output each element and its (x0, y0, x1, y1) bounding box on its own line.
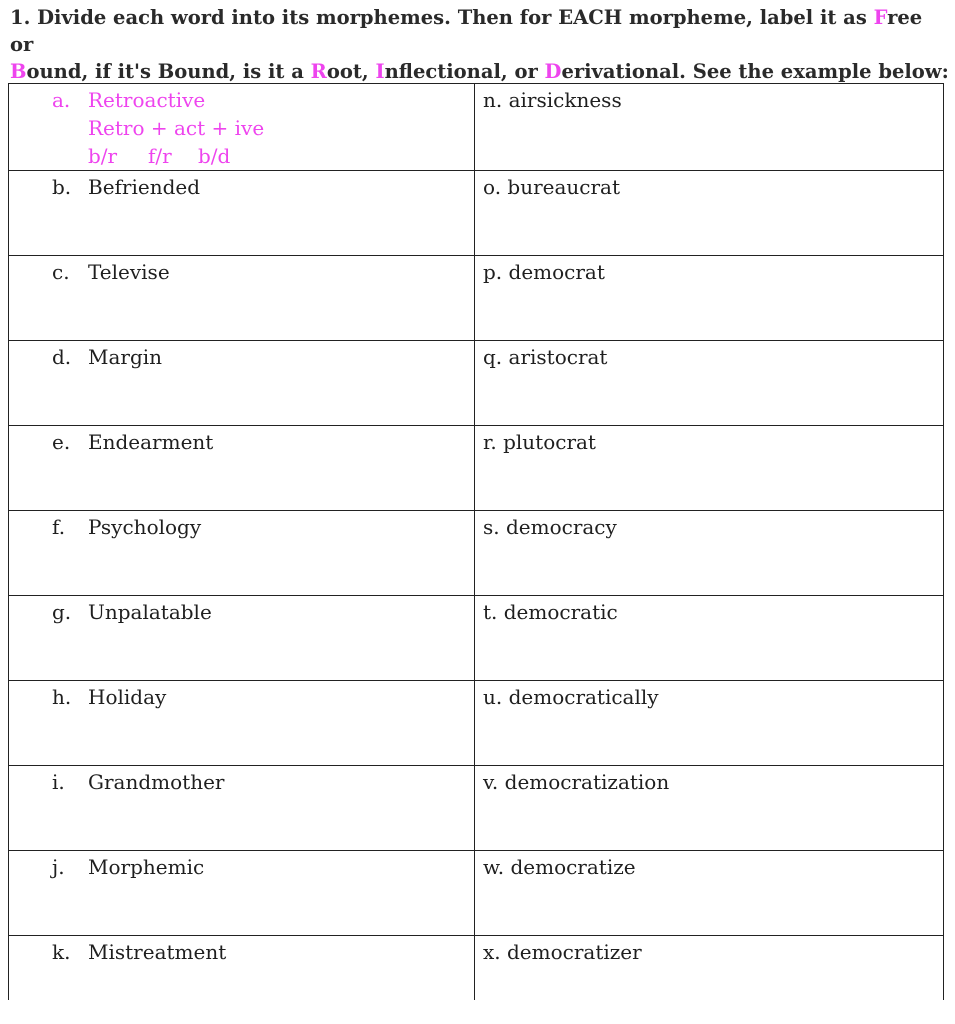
instructions-text: ree or (10, 6, 923, 56)
answer-cell[interactable] (475, 171, 944, 256)
item-letter: a. (52, 88, 71, 112)
right-item-word: s. democracy (483, 515, 617, 539)
answer-cell[interactable] (9, 766, 475, 851)
left-item-word: Psychology (88, 515, 202, 539)
item-letter: j. (52, 855, 65, 879)
answer-cell[interactable] (475, 596, 944, 681)
highlight-derivational: D (544, 60, 562, 83)
answer-cell[interactable] (9, 851, 475, 936)
right-item-word: t. democratic (483, 600, 618, 624)
left-item-word: Morphemic (88, 855, 205, 879)
left-item-word: Befriended (88, 175, 201, 199)
right-item-word: r. plutocrat (483, 430, 596, 454)
answer-cell[interactable] (475, 426, 944, 511)
left-item-word: Televise (88, 260, 170, 284)
left-item-word: Unpalatable (88, 600, 212, 624)
example-labels (52, 142, 474, 170)
item-letter: e. (52, 430, 71, 454)
answer-cell[interactable] (475, 851, 944, 936)
table-row (9, 256, 944, 341)
answer-cell[interactable] (9, 341, 475, 426)
table-row (9, 171, 944, 256)
example-label: b/d (198, 144, 231, 168)
instructions-text: 1. Divide each word into its morphemes. Then for EACH morpheme, label it as (10, 6, 874, 29)
answer-cell[interactable] (475, 766, 944, 851)
table-row (9, 511, 944, 596)
instructions-text: erivational. See the example below: (561, 60, 949, 83)
answer-cell[interactable] (9, 256, 475, 341)
right-item-word: u. democratically (483, 685, 659, 709)
highlight-free: F (873, 6, 888, 29)
item-letter: b. (52, 175, 72, 199)
instructions-text: nflectional, or (384, 60, 545, 83)
example-breakdown: Retro + act + ive (88, 116, 265, 140)
right-item-word: v. democratization (483, 770, 670, 794)
example-word: Retroactive (88, 88, 206, 112)
table-row (9, 681, 944, 766)
table-row (9, 426, 944, 511)
item-letter: f. (52, 515, 66, 539)
item-letter: i. (52, 770, 65, 794)
answer-cell[interactable] (9, 936, 475, 1001)
left-item-word: Mistreatment (88, 940, 227, 964)
highlight-inflectional: I (375, 60, 385, 83)
table-row (9, 341, 944, 426)
item-letter: c. (52, 260, 70, 284)
table-row (9, 936, 944, 1001)
table-row (9, 596, 944, 681)
instructions-text: ound, if it's Bound, is it a (26, 60, 311, 83)
example-cell[interactable] (9, 84, 475, 171)
example-label: b/r (88, 144, 118, 168)
answer-cell[interactable] (475, 681, 944, 766)
left-item-word: Grandmother (88, 770, 225, 794)
right-item-word: x. democratizer (483, 940, 642, 964)
answer-cell[interactable] (475, 256, 944, 341)
item-letter: d. (52, 345, 72, 369)
table-row (9, 766, 944, 851)
left-item-word: Endearment (88, 430, 214, 454)
table-row (9, 84, 944, 171)
instructions-text: oot, (326, 60, 376, 83)
highlight-bound: B (10, 60, 27, 83)
morpheme-table (8, 83, 944, 1000)
item-letter: h. (52, 685, 72, 709)
answer-cell[interactable] (9, 511, 475, 596)
answer-cell[interactable] (475, 511, 944, 596)
answer-cell[interactable] (475, 84, 944, 171)
right-item-word: o. bureaucrat (483, 175, 621, 199)
answer-cell[interactable] (9, 426, 475, 511)
answer-cell[interactable] (9, 681, 475, 766)
left-item-word: Holiday (88, 685, 167, 709)
answer-cell[interactable] (9, 171, 475, 256)
answer-cell[interactable] (475, 936, 944, 1001)
example-label: f/r (148, 144, 172, 168)
answer-cell[interactable] (9, 596, 475, 681)
answer-cell[interactable] (475, 341, 944, 426)
highlight-root: R (310, 60, 327, 83)
right-item-word: n. airsickness (483, 88, 622, 112)
item-letter: g. (52, 600, 72, 624)
item-letter: k. (52, 940, 71, 964)
left-item-word: Margin (88, 345, 163, 369)
table-row (9, 851, 944, 936)
right-item-word: q. aristocrat (483, 345, 608, 369)
right-item-word: w. democratize (483, 855, 636, 879)
instructions (10, 4, 950, 85)
right-item-word: p. democrat (483, 260, 605, 284)
